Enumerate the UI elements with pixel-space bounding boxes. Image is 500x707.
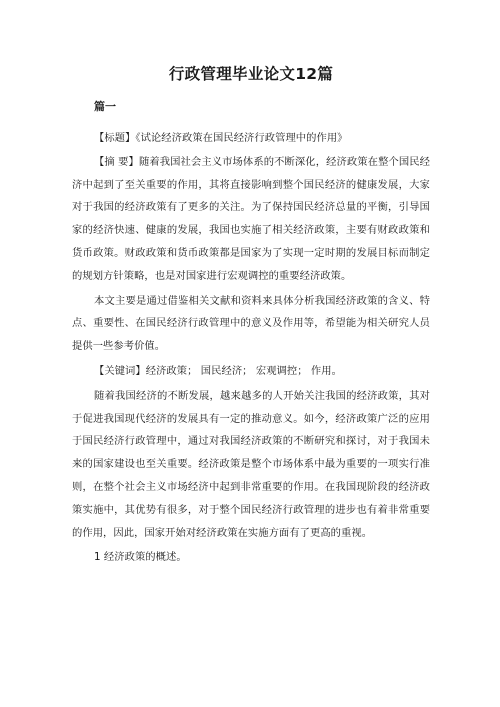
section-label: 篇一 [94, 100, 116, 113]
body-paragraph: 随着我国经济的不断发展，越来越多的人开始关注我国的经济政策，其对于促进我国现代经济的发展具有一定的推动意义。如今，经济政策广泛的应用于国民经济行政管理中，通过对我国经济政策的不断研究和探讨，对于我国未来的国家建设也至关重要。经济政策是整个市场体系中最为重要的一项实行准则，在整个社会主义市场经济中起到非常重要的作用。在我国现阶段的经济政策实施中，其优势有很多，对于整个国民经济行政管理的进步也有着非常重要的作用，因此，国家开始对经济政策在实施方面有了更高的重视。 [72, 389, 430, 539]
abstract-paragraph: 【摘 要】随着我国社会主义市场体系的不断深化，经济政策在整个国民经济中起到了至关重要的作用，其将直接影响到整个国民经济的健康发展，大家对于我国的经济政策有了更多的关注。为了保持国民经济总量的平衡，引导国家的经济快速、健康的发展，我国也实施了相关经济政策，主要有财政政策和货币政策。财政政策和货币政策都是国家为了实现一定时期的发展目标而制定的规划方针策略，也是对国家进行宏观调控的重要经济政策。 [72, 155, 430, 282]
paper-title: 【标题】《试论经济政策在国民经济行政管理中的作用》 [94, 132, 348, 144]
keywords-line: 【关键词】经济政策； 国民经济； 宏观调控； 作用。 [94, 364, 342, 377]
intro-paragraph: 本文主要是通过借鉴相关文献和资料来具体分析我国经济政策的含义、特点、重要性、在国民经济行政管理中的意义及作用等，希望能为相关研究人员提供一些参考价值。 [72, 294, 430, 353]
section-heading: 1 经济政策的概述。 [94, 551, 187, 564]
document-title: 行政管理毕业论文12篇 [168, 65, 334, 83]
